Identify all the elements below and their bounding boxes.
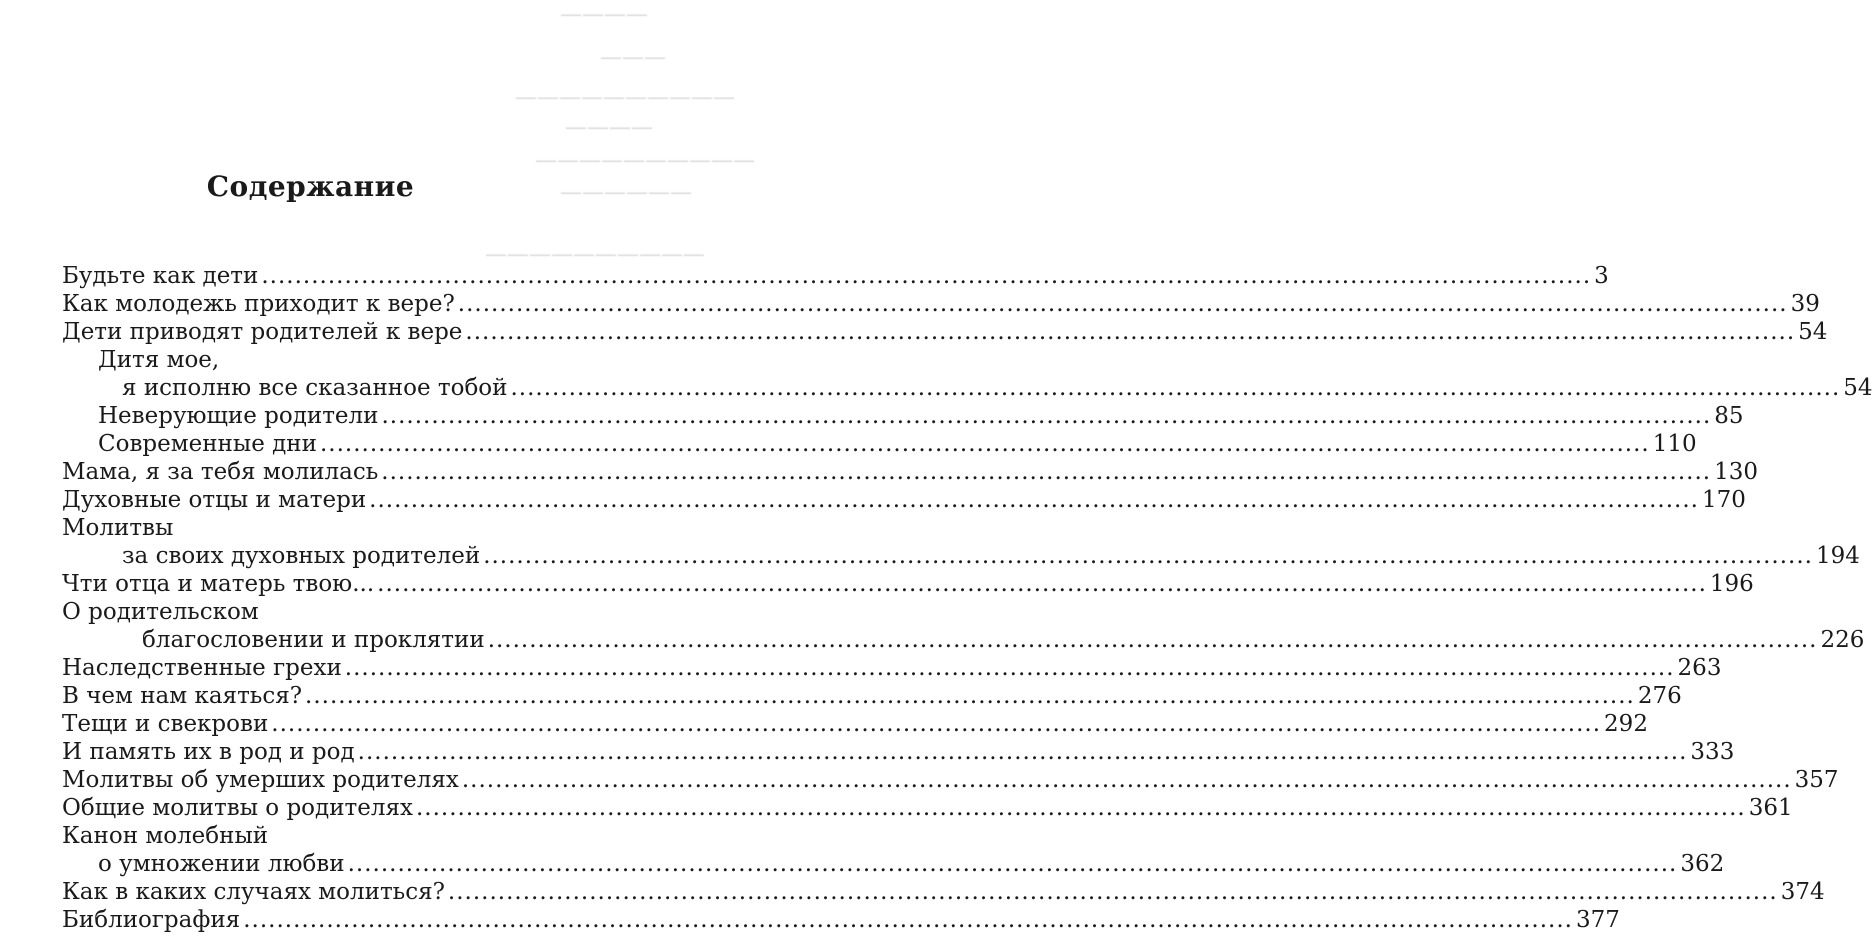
- toc-entry-page: 374: [1780, 879, 1825, 905]
- toc-entry-page: 333: [1690, 739, 1735, 765]
- toc-entry-page: 110: [1652, 431, 1697, 457]
- dot-leader: [345, 654, 1675, 682]
- dot-leader: [369, 486, 1699, 514]
- toc-entry-title: Чти отца и матерь твою...: [62, 571, 375, 597]
- toc-entry-title: Дитя мое,: [98, 347, 220, 373]
- dot-leader: [458, 290, 1788, 318]
- toc-entry-title: о умножении любви: [98, 851, 345, 877]
- toc-entry-title: Мама, я за тебя молилась: [62, 459, 379, 485]
- toc-entry-title: Наследственные грехи: [62, 655, 342, 681]
- toc-entry-page: 130: [1714, 459, 1758, 485]
- toc-entry: [62, 794, 1793, 822]
- toc-entry-title: В чем нам каяться?: [62, 683, 303, 709]
- toc-entry-title: Будьте как дети: [62, 263, 259, 289]
- dot-leader: [271, 710, 1601, 738]
- toc-entry-page: 3: [1594, 263, 1609, 289]
- toc-entry-title: Общие молитвы о родителях: [62, 795, 413, 821]
- toc-entry-page: 54: [1798, 319, 1828, 345]
- toc-entry-page: 361: [1748, 795, 1793, 821]
- toc-entry-page: 85: [1714, 403, 1744, 429]
- toc-entry: [62, 738, 1735, 766]
- toc-entry: [62, 682, 1682, 710]
- toc-subentry-continuation: [62, 374, 1873, 402]
- toc-entry-title: Как в каких случаях молиться?: [62, 879, 445, 905]
- toc-entry-page: 292: [1604, 711, 1648, 737]
- toc-entry-page: 357: [1794, 767, 1839, 793]
- toc-entry-continuation: [62, 626, 1865, 654]
- toc-entry: [62, 654, 1722, 682]
- toc-entry-title: я исполню все сказанное тобой: [122, 375, 508, 401]
- toc-entry-title: Духовные отцы и матери: [62, 487, 367, 513]
- dot-leader: [381, 402, 1711, 430]
- toc-entry: [62, 822, 597, 850]
- toc-entry: [62, 906, 1620, 934]
- toc-entry-title: И память их в род и род: [62, 739, 355, 765]
- dot-leader: [511, 374, 1841, 402]
- toc-entry: [62, 766, 1839, 794]
- toc-subentry: [62, 430, 1697, 458]
- toc-entry: [62, 290, 1820, 318]
- toc-entry-title: Как молодежь приходит к вере?: [62, 291, 455, 317]
- dot-leader: [243, 906, 1573, 934]
- toc-entry-page: 276: [1637, 683, 1682, 709]
- toc-entry-title: Современные дни: [98, 431, 317, 457]
- toc-entry-title: Молитвы: [62, 515, 174, 541]
- dot-leader: [416, 794, 1746, 822]
- dot-leader: [465, 318, 1795, 346]
- toc-entry-title: Молитвы об умерших родителях: [62, 767, 459, 793]
- toc-entry-title: за своих духовных родителей: [122, 543, 481, 569]
- dot-leader: [381, 458, 1711, 486]
- toc-entry-title: Канон молебный: [62, 823, 269, 849]
- toc-entry: [62, 262, 1609, 290]
- dot-leader: [348, 850, 1678, 878]
- bleed-through-text: ——————————: [515, 85, 735, 110]
- dot-leader: [448, 878, 1778, 906]
- toc-entry-page: 39: [1790, 291, 1820, 317]
- toc-entry: [62, 878, 1825, 906]
- toc-entry-page: 170: [1701, 487, 1746, 513]
- toc-entry: [62, 486, 1746, 514]
- toc-entry: [62, 570, 1754, 598]
- bleed-through-text: ————: [560, 2, 648, 27]
- toc-entry-title: Дети приводят родителей к вере: [62, 319, 463, 345]
- toc-entry-page: 377: [1575, 907, 1620, 933]
- dot-leader: [488, 626, 1818, 654]
- toc-entry-page: 263: [1677, 655, 1722, 681]
- page-title: Содержание: [206, 170, 415, 203]
- dot-leader: [320, 430, 1650, 458]
- dot-leader: [305, 682, 1635, 710]
- bleed-through-text: ——————————: [535, 148, 755, 173]
- toc-entry: [62, 458, 1758, 486]
- toc-entry-page: 196: [1709, 571, 1754, 597]
- toc-entry: [62, 318, 1828, 346]
- bleed-through-text: ——————————: [485, 242, 705, 267]
- bleed-through-text: ————: [565, 115, 653, 140]
- toc-entry: [62, 710, 1648, 738]
- toc-subentry: [62, 346, 597, 374]
- toc-entry-page: 226: [1820, 627, 1865, 653]
- toc-entry-title: Неверующие родители: [98, 403, 379, 429]
- toc-entry-title: благословении и проклятии: [142, 627, 485, 653]
- bleed-through-text: ———: [600, 45, 666, 70]
- dot-leader: [462, 766, 1792, 794]
- dot-leader: [358, 738, 1688, 766]
- toc-entry-page: 194: [1815, 543, 1860, 569]
- toc-entry-page: 362: [1680, 851, 1725, 877]
- toc-entry: [62, 598, 597, 626]
- dot-leader: [483, 542, 1813, 570]
- toc-entry-title: О родительском: [62, 599, 259, 625]
- toc-entry-continuation: [62, 542, 1860, 570]
- dot-leader: [377, 570, 1707, 598]
- toc-entry-page: 54: [1843, 375, 1873, 401]
- toc-entry: [62, 514, 597, 542]
- toc-entry-continuation: [62, 850, 1725, 878]
- bleed-through-text: ——————: [560, 180, 692, 205]
- table-of-contents: [62, 262, 1873, 934]
- dot-leader: [261, 262, 1591, 290]
- toc-entry-title: Библиография: [62, 907, 241, 933]
- toc-entry-title: Тещи и свекрови: [62, 711, 269, 737]
- toc-subentry: [62, 402, 1744, 430]
